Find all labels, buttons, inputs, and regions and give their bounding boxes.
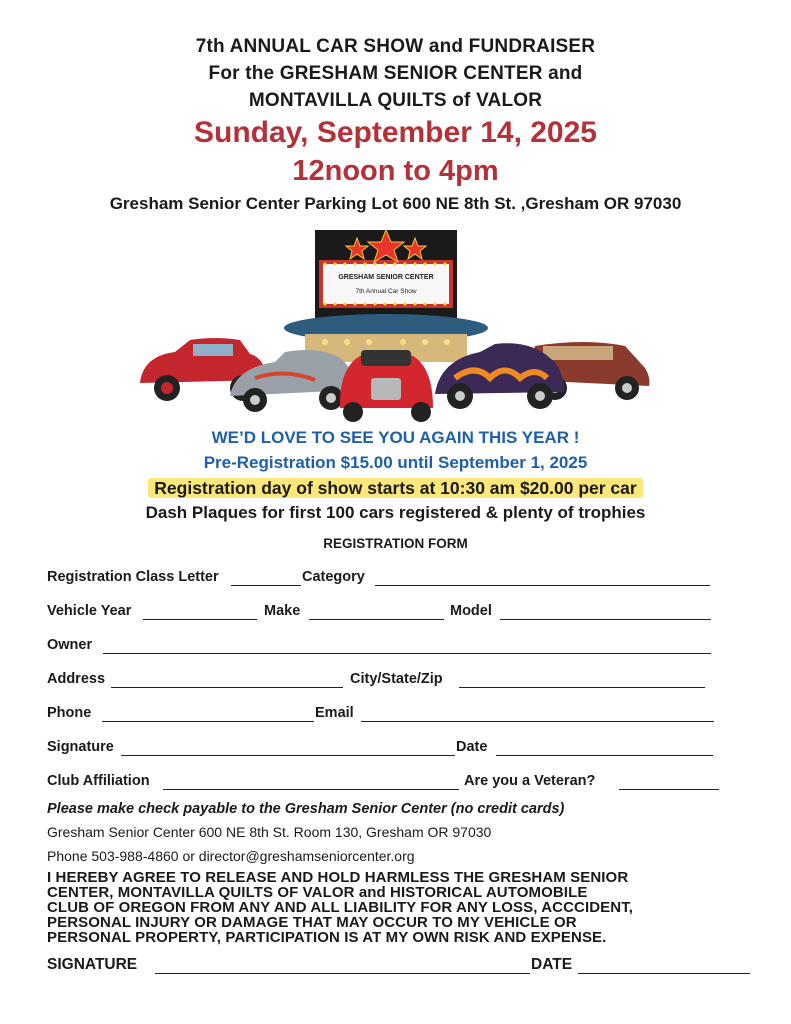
model-field[interactable] [500, 619, 711, 620]
model-label: Model [450, 603, 492, 619]
make-field[interactable] [309, 619, 444, 620]
check-payable-note: Please make check payable to the Gresham Senior Center (no credit cards) [47, 801, 565, 817]
row-vehicle [47, 603, 717, 623]
title-line-2: For the GRESHAM SENIOR CENTER and [208, 63, 583, 84]
waiver-signature-row [47, 956, 752, 978]
city-state-zip-field[interactable] [459, 687, 705, 688]
vehicle-year-field[interactable] [143, 619, 257, 620]
owner-label: Owner [47, 637, 93, 653]
phone-label: Phone [47, 705, 92, 721]
signature-label: Signature [47, 739, 114, 755]
row-class-category [47, 569, 717, 589]
address-field[interactable] [111, 687, 343, 688]
date-label: Date [456, 739, 488, 755]
title-line-1: 7th ANNUAL CAR SHOW and FUNDRAISER [195, 36, 596, 57]
row-phone-email [47, 705, 717, 725]
pre-registration-text: Pre-Registration $15.00 until September 1, 2025 [203, 453, 588, 472]
signature-field[interactable] [121, 755, 455, 756]
veteran-label: Are you a Veteran? [464, 773, 596, 789]
row-owner [47, 637, 717, 657]
car-red-coupe-icon [340, 350, 433, 422]
row-signature-date [47, 739, 717, 759]
day-of-registration-banner [0, 478, 791, 499]
class-letter-field[interactable] [231, 585, 301, 586]
title-line-3: MONTAVILLA QUILTS of VALOR [248, 90, 543, 111]
marquee-text-1: GRESHAM SENIOR CENTER [338, 274, 434, 281]
waiver-line-1: I HEREBY AGREE TO RELEASE AND HOLD HARMLESS THE GRESHAM SENIOR [47, 869, 629, 886]
category-field[interactable] [375, 585, 710, 586]
email-field[interactable] [361, 721, 714, 722]
waiver-line-3: CLUB OF OREGON FROM ANY AND ALL LIABILITY FOR ANY LOSS, ACCCIDENT, [47, 899, 634, 916]
waiver-signature-field[interactable] [155, 973, 530, 974]
waiver-text [47, 870, 757, 945]
date-field[interactable] [496, 755, 713, 756]
phone-field[interactable] [102, 721, 314, 722]
club-affiliation-field[interactable] [163, 789, 459, 790]
event-date: Sunday, September 14, 2025 [194, 116, 597, 149]
car-show-illustration [135, 228, 655, 423]
waiver-date-label: DATE [531, 956, 573, 973]
vehicle-year-label: Vehicle Year [47, 603, 132, 619]
waiver-date-field[interactable] [578, 973, 750, 974]
plaques-text: Dash Plaques for first 100 cars registered & plenty of trophies [145, 503, 646, 522]
marquee-text-2: 7th Annual Car Show [355, 288, 417, 295]
waiver-line-5: PERSONAL PROPERTY, PARTICIPATION IS AT MY OWN RISK AND EXPENSE. [47, 929, 607, 946]
row-address [47, 671, 717, 691]
email-label: Email [315, 705, 354, 721]
class-letter-label: Registration Class Letter [47, 569, 219, 585]
row-club-veteran [47, 773, 717, 793]
event-location: Gresham Senior Center Parking Lot 600 NE 8th St. ,Gresham OR 97030 [109, 194, 682, 213]
waiver-line-2: CENTER, MONTAVILLA QUILTS OF VALOR and HISTORICAL AUTOMOBILE [47, 884, 588, 901]
mailing-address: Gresham Senior Center 600 NE 8th St. Room 130, Gresham OR 97030 [47, 824, 492, 840]
day-of-registration-text: Registration day of show starts at 10:30 am $20.00 per car [148, 478, 642, 498]
form-title: REGISTRATION FORM [323, 536, 468, 551]
city-state-zip-label: City/State/Zip [350, 671, 443, 687]
category-label: Category [302, 569, 365, 585]
address-label: Address [47, 671, 106, 687]
marquee-sign [321, 262, 451, 306]
event-time: 12noon to 4pm [292, 155, 499, 187]
invite-text: WE’D LOVE TO SEE YOU AGAIN THIS YEAR ! [211, 428, 580, 447]
club-affiliation-label: Club Affiliation [47, 773, 150, 789]
make-label: Make [264, 603, 301, 619]
veteran-field[interactable] [619, 789, 719, 790]
waiver-line-4: PERSONAL INJURY OR DAMAGE THAT MAY OCCUR TO MY VEHICLE OR [47, 914, 577, 931]
waiver-signature-label: SIGNATURE [47, 956, 138, 973]
owner-field[interactable] [103, 653, 711, 654]
contact-info: Phone 503-988-4860 or director@greshamseniorcenter.org [47, 848, 415, 864]
